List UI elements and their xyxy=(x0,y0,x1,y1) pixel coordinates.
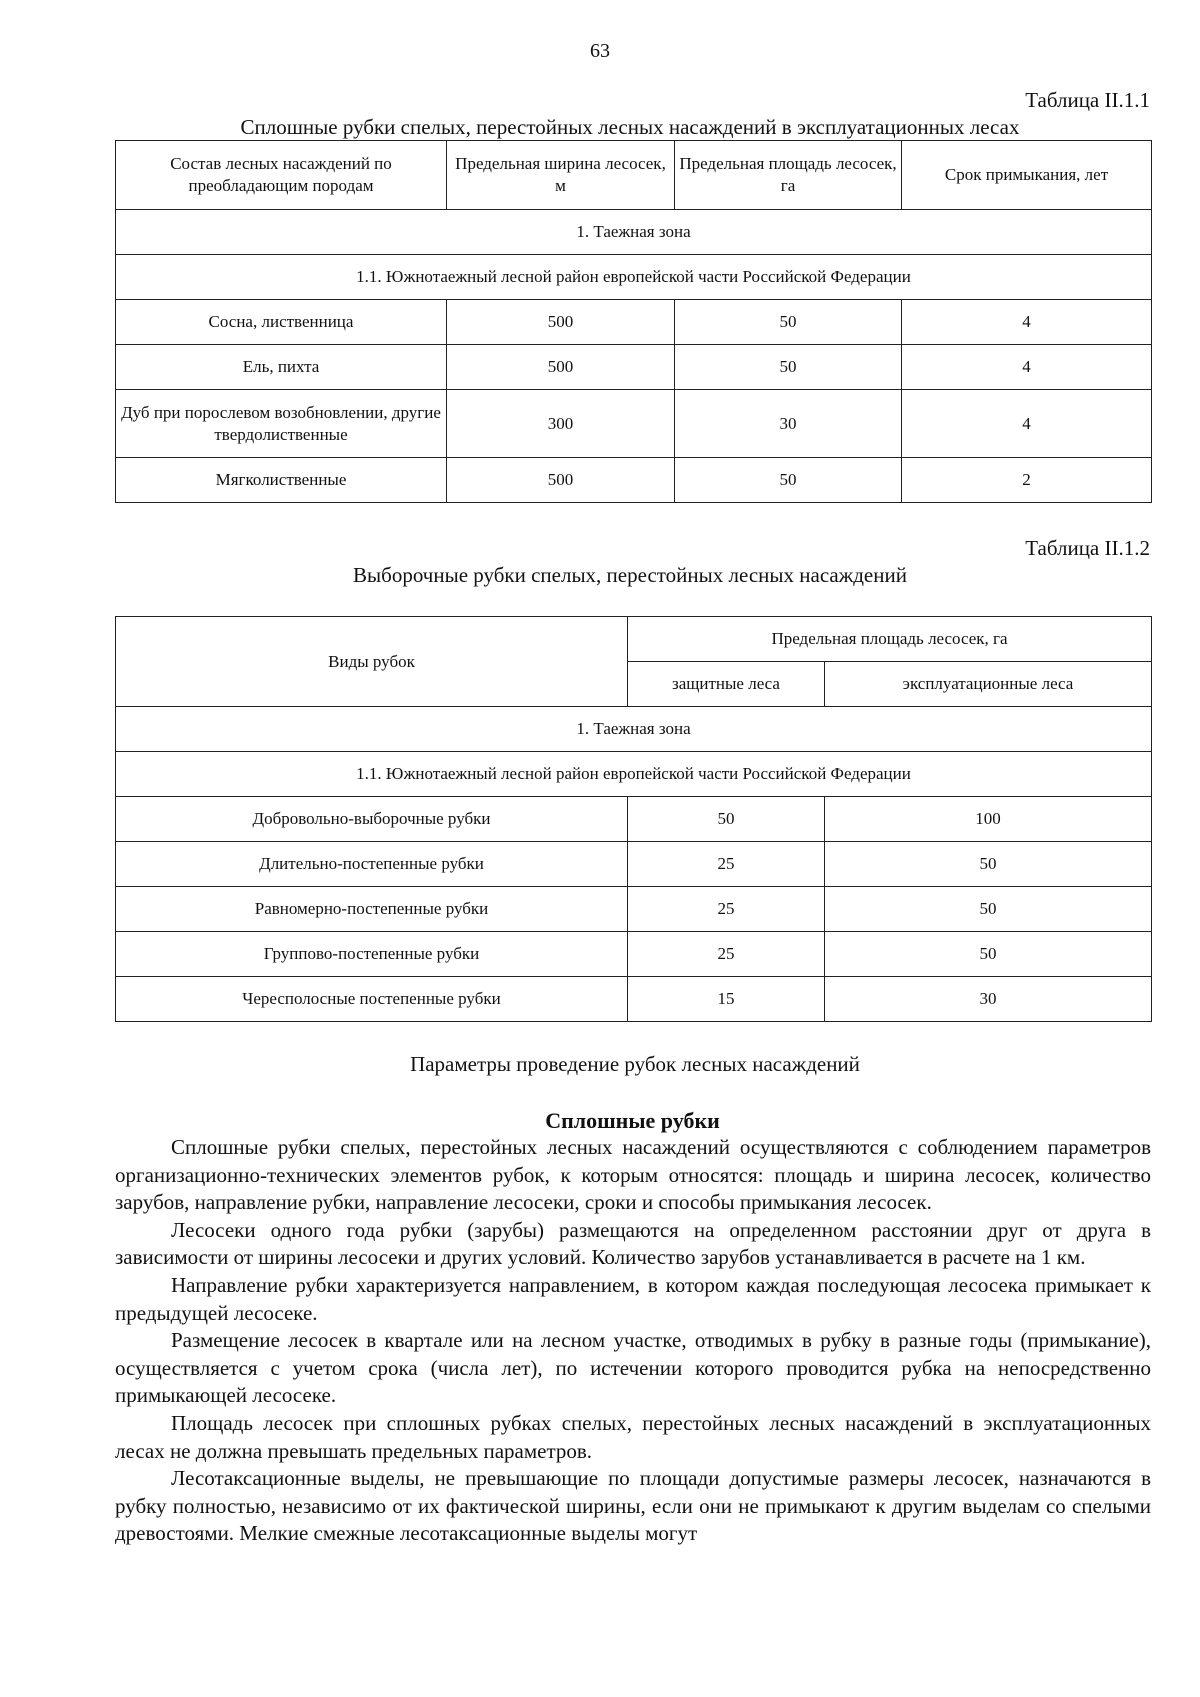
table-cell: 30 xyxy=(825,977,1152,1022)
table2-header-protective: защитные леса xyxy=(628,662,825,707)
table-cell: 100 xyxy=(825,797,1152,842)
table-cell: 50 xyxy=(675,458,902,503)
table2-title: Выборочные рубки спелых, перестойных лесных насаждений xyxy=(353,563,907,587)
table-cell: 4 xyxy=(902,390,1152,458)
body-text xyxy=(115,1134,1151,1548)
table2-header-area: Предельная площадь лесосек, га xyxy=(628,617,1152,662)
table1-region: 1.1. Южнотаежный лесной район европейской части Российской Федерации xyxy=(116,255,1152,300)
table-cell: 500 xyxy=(447,458,675,503)
table2-header-exploitation: эксплуатационные леса xyxy=(825,662,1152,707)
table-cell: Дуб при порослевом возобновлении, другие твердолиственные xyxy=(116,390,447,458)
table-cell: 50 xyxy=(628,797,825,842)
table-cell: 50 xyxy=(675,300,902,345)
table-cell: 25 xyxy=(628,842,825,887)
table-cell: Равномерно-постепенные рубки xyxy=(116,887,628,932)
table-cell: 25 xyxy=(628,932,825,977)
paragraph: Размещение лесосек в квартале или на лесном участке, отводимых в рубку в разные годы (примыкание), осуществляется с учетом срока (числа лет), по истечении которого проводится рубка на непосредственно примыкающей лесосеке. xyxy=(115,1328,1151,1408)
table-cell: 4 xyxy=(902,345,1152,390)
table-cell: 30 xyxy=(675,390,902,458)
table-row xyxy=(116,300,1152,345)
table-row xyxy=(116,458,1152,503)
table2-header-row xyxy=(116,617,1152,662)
table-cell: 50 xyxy=(675,345,902,390)
table-cell: 500 xyxy=(447,345,675,390)
table1-header-width: Предельная ширина лесосек, м xyxy=(447,141,675,210)
table-cell: 500 xyxy=(447,300,675,345)
table-cell: 50 xyxy=(825,887,1152,932)
table-row xyxy=(116,390,1152,458)
table-cell: Чересполосные постепенные рубки xyxy=(116,977,628,1022)
table1-header-area: Предельная площадь лесосек, га xyxy=(675,141,902,210)
table1-header-term: Срок примыкания, лет xyxy=(902,141,1152,210)
table1-header-composition: Состав лесных насаждений по преобладающим породам xyxy=(116,141,447,210)
table1-region-row xyxy=(116,255,1152,300)
paragraph: Сплошные рубки спелых, перестойных лесных насаждений осуществляются с соблюдением параметров организационно-технических элементов рубок, к которым относятся: площадь и ширина лесосек, количество зарубов, направление рубки, направление лесосеки, сроки и способы примыкания лесосек. xyxy=(115,1135,1151,1215)
table-cell: Группово-постепенные рубки xyxy=(116,932,628,977)
table-row xyxy=(116,797,1152,842)
table-cell: Мягколиственные xyxy=(116,458,447,503)
page-number: 63 xyxy=(590,40,610,62)
table-row xyxy=(116,842,1152,887)
paragraph: Направление рубки характеризуется направлением, в котором каждая последующая лесосека примыкает к предыдущей лесосеке. xyxy=(115,1272,1151,1325)
table1 xyxy=(115,140,1152,503)
section-heading: Сплошные рубки xyxy=(545,1108,720,1133)
table2-zone-row xyxy=(116,707,1152,752)
table2-region-row xyxy=(116,752,1152,797)
table2 xyxy=(115,616,1152,1022)
table1-zone-row xyxy=(116,210,1152,255)
table-cell: 15 xyxy=(628,977,825,1022)
table-row xyxy=(116,932,1152,977)
table-row xyxy=(116,887,1152,932)
table2-zone: 1. Таежная зона xyxy=(116,707,1152,752)
table2-label: Таблица II.1.2 xyxy=(1025,536,1150,560)
table-row xyxy=(116,345,1152,390)
table-cell: 50 xyxy=(825,842,1152,887)
table-cell: 25 xyxy=(628,887,825,932)
table1-title: Сплошные рубки спелых, перестойных лесных насаждений в эксплуатационных лесах xyxy=(240,115,1020,139)
table-cell: Добровольно-выборочные рубки xyxy=(116,797,628,842)
table-cell: 300 xyxy=(447,390,675,458)
table2-region: 1.1. Южнотаежный лесной район европейской части Российской Федерации xyxy=(116,752,1152,797)
table2-header-type: Виды рубок xyxy=(116,617,628,707)
section-title: Параметры проведение рубок лесных насаждений xyxy=(410,1052,860,1076)
table1-label: Таблица II.1.1 xyxy=(1025,88,1150,112)
paragraph: Лесосеки одного года рубки (зарубы) размещаются на определенном расстоянии друг от друга в зависимости от ширины лесосеки и других условий. Количество зарубов устанавливается в расчете на 1 км. xyxy=(115,1217,1151,1270)
table-row xyxy=(116,977,1152,1022)
paragraph: Лесотаксационные выделы, не превышающие по площади допустимые размеры лесосек, назначаются в рубку полностью, независимо от их фактической ширины, если они не примыкают к другим выделам со спелыми древостоями. Мелкие смежные лесотаксационные выделы могут xyxy=(115,1466,1151,1546)
table-cell: 50 xyxy=(825,932,1152,977)
table-cell: 4 xyxy=(902,300,1152,345)
table1-header-row xyxy=(116,141,1152,210)
paragraph: Площадь лесосек при сплошных рубках спелых, перестойных лесных насаждений в эксплуатационных лесах не должна превышать предельных параметров. xyxy=(115,1410,1151,1463)
table1-zone: 1. Таежная зона xyxy=(116,210,1152,255)
table-cell: Длительно-постепенные рубки xyxy=(116,842,628,887)
table-cell: 2 xyxy=(902,458,1152,503)
table-cell: Сосна, лиственница xyxy=(116,300,447,345)
table-cell: Ель, пихта xyxy=(116,345,447,390)
